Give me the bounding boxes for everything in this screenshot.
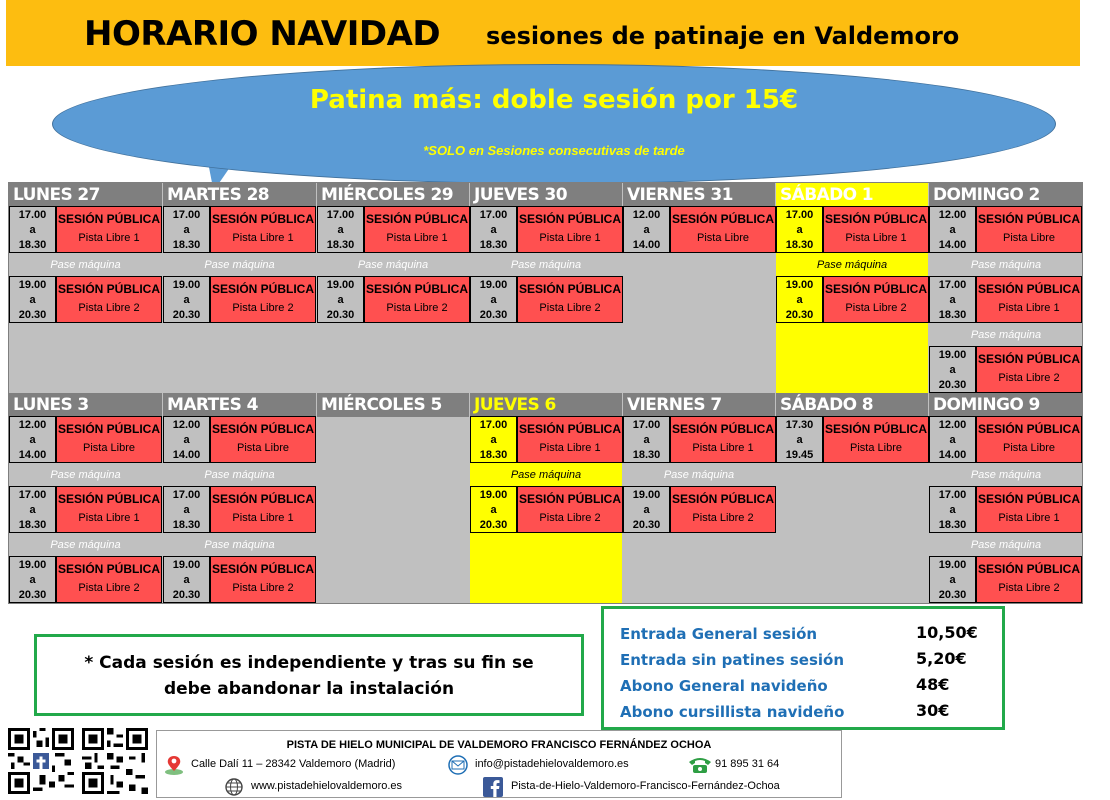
time-a: a <box>796 224 803 236</box>
day-header: LUNES 27 <box>9 183 162 207</box>
time-start: 17.00 <box>18 209 47 221</box>
time-a: a <box>183 434 190 446</box>
session-pista: Pista Libre 1 <box>386 232 448 244</box>
session-cell[interactable] <box>210 276 316 323</box>
session-pista: Pista Libre 2 <box>232 582 294 594</box>
time-start: 19.00 <box>632 489 661 501</box>
session-time <box>929 486 976 533</box>
session-time <box>163 276 210 323</box>
day-header: DOMINGO 2 <box>929 183 1083 207</box>
time-start: 17.00 <box>172 489 201 501</box>
time-a: a <box>490 294 497 306</box>
time-end: 14.00 <box>632 239 661 251</box>
session-title: SESIÓN PÚBLICA <box>977 492 1080 506</box>
time-a: a <box>796 294 803 306</box>
session-time <box>623 416 670 463</box>
qr-code-facebook-icon[interactable] <box>8 728 74 794</box>
session-cell[interactable] <box>56 206 162 253</box>
time-end: 20.30 <box>18 589 47 601</box>
day-header: VIERNES 31 <box>623 183 775 207</box>
session-time <box>317 276 364 323</box>
time-a: a <box>796 434 803 446</box>
time-start: 17.00 <box>479 419 508 431</box>
footer-web[interactable] <box>223 777 402 795</box>
day-header: LUNES 3 <box>9 393 162 417</box>
pase-maquina-label: Pase máquina <box>50 469 121 481</box>
session-title: SESIÓN PÚBLICA <box>977 212 1080 226</box>
time-a: a <box>183 224 190 236</box>
session-time <box>163 556 210 603</box>
session-time <box>929 416 976 463</box>
session-cell[interactable] <box>976 556 1082 603</box>
facebook-icon <box>483 777 505 795</box>
session-pista: Pista Libre 1 <box>845 232 907 244</box>
session-cell[interactable] <box>670 206 776 253</box>
session-pista: Pista Libre 2 <box>78 582 140 594</box>
price-row <box>620 699 1002 725</box>
session-pista: Pista Libre 2 <box>692 512 754 524</box>
time-end: 14.00 <box>18 449 47 461</box>
session-pista: Pista Libre 2 <box>539 302 601 314</box>
address-text: Calle Dalí 11 – 28342 Valdemoro (Madrid) <box>191 758 396 770</box>
day-header: JUEVES 30 <box>470 183 622 207</box>
time-a: a <box>29 574 36 586</box>
qr-code-web-icon[interactable] <box>82 728 148 794</box>
session-pista: Pista Libre <box>1003 442 1055 454</box>
time-a: a <box>490 224 497 236</box>
session-title: SESIÓN PÚBLICA <box>57 212 160 226</box>
phone-text[interactable]: 91 895 31 64 <box>715 758 780 770</box>
session-pista: Pista Libre <box>83 442 135 454</box>
session-time <box>929 206 976 253</box>
session-cell[interactable] <box>976 276 1082 323</box>
session-time <box>9 486 56 533</box>
session-time <box>470 486 517 533</box>
time-start: 19.00 <box>18 559 47 571</box>
time-start: 17.00 <box>632 419 661 431</box>
session-cell[interactable] <box>517 416 623 463</box>
time-end: 18.30 <box>18 239 47 251</box>
session-cell[interactable] <box>56 486 162 533</box>
time-end: 20.30 <box>172 589 201 601</box>
time-end: 20.30 <box>479 519 508 531</box>
pase-maquina-label: Pase máquina <box>776 254 928 276</box>
price-row <box>620 647 1002 673</box>
session-pista: Pista Libre 2 <box>232 302 294 314</box>
time-start: 12.00 <box>938 419 967 431</box>
session-pista: Pista Libre 2 <box>539 512 601 524</box>
session-title: SESIÓN PÚBLICA <box>824 422 927 436</box>
time-start: 19.00 <box>479 279 508 291</box>
notice-box <box>34 634 584 716</box>
time-start: 19.00 <box>479 489 508 501</box>
session-time <box>9 276 56 323</box>
session-title: SESIÓN PÚBLICA <box>518 492 621 506</box>
time-a: a <box>29 224 36 236</box>
session-cell[interactable] <box>517 206 623 253</box>
title-banner <box>6 0 1080 66</box>
time-end: 20.30 <box>479 309 508 321</box>
session-time <box>163 416 210 463</box>
session-pista: Pista Libre <box>697 232 749 244</box>
time-a: a <box>949 434 956 446</box>
session-time <box>163 486 210 533</box>
session-pista: Pista Libre 1 <box>232 512 294 524</box>
session-cell[interactable] <box>670 416 776 463</box>
session-cell[interactable] <box>210 416 316 463</box>
session-title: SESIÓN PÚBLICA <box>518 422 621 436</box>
pase-maquina-label: Pase máquina <box>470 464 622 486</box>
time-a: a <box>643 504 650 516</box>
pase-maquina-label: Pase máquina <box>970 329 1042 341</box>
time-a: a <box>337 224 344 236</box>
time-start: 19.00 <box>326 279 355 291</box>
time-a: a <box>183 294 190 306</box>
time-start: 17.00 <box>172 209 201 221</box>
time-start: 17.00 <box>326 209 355 221</box>
session-title: SESIÓN PÚBLICA <box>57 282 160 296</box>
time-start: 19.00 <box>172 559 201 571</box>
email-icon <box>447 755 469 773</box>
session-title: SESIÓN PÚBLICA <box>671 212 774 226</box>
footer-phone[interactable] <box>687 755 779 773</box>
time-a: a <box>183 574 190 586</box>
pase-maquina-label: Pase máquina <box>970 469 1042 481</box>
time-start: 19.00 <box>785 279 814 291</box>
time-a: a <box>949 224 956 236</box>
session-time <box>9 416 56 463</box>
promo-bubble <box>52 64 1056 184</box>
price-value: 5,20€ <box>916 649 967 668</box>
session-cell[interactable] <box>210 556 316 603</box>
session-pista: Pista Libre 1 <box>539 442 601 454</box>
price-row <box>620 673 1002 699</box>
session-title: SESIÓN PÚBLICA <box>671 492 774 506</box>
price-row <box>620 621 1002 647</box>
footer-facebook[interactable] <box>483 777 780 795</box>
session-time <box>929 276 976 323</box>
time-end: 18.30 <box>172 239 201 251</box>
session-title: SESIÓN PÚBLICA <box>518 212 621 226</box>
session-cell[interactable] <box>210 206 316 253</box>
promo-note: *SOLO en Sesiones consecutivas de tarde <box>423 143 685 158</box>
session-title: SESIÓN PÚBLICA <box>977 282 1080 296</box>
time-end: 20.30 <box>938 379 967 391</box>
session-title: SESIÓN PÚBLICA <box>365 212 468 226</box>
session-pista: Pista Libre <box>1003 232 1055 244</box>
notice-line-2: debe abandonar la instalación <box>163 679 455 699</box>
footer-contact <box>156 730 842 798</box>
time-end: 18.30 <box>632 449 661 461</box>
session-cell[interactable] <box>56 416 162 463</box>
pase-maquina-label: Pase máquina <box>970 539 1042 551</box>
day-header: MIÉRCOLES 5 <box>317 393 469 417</box>
session-cell[interactable] <box>976 486 1082 533</box>
session-title: SESIÓN PÚBLICA <box>57 492 160 506</box>
session-title: SESIÓN PÚBLICA <box>977 352 1080 366</box>
time-start: 12.00 <box>172 419 201 431</box>
day-header: MARTES 4 <box>163 393 316 417</box>
time-start: 17.00 <box>479 209 508 221</box>
day-header: SÁBADO 8 <box>776 393 928 417</box>
time-end: 18.30 <box>938 519 967 531</box>
time-start: 12.00 <box>18 419 47 431</box>
time-a: a <box>490 504 497 516</box>
session-title: SESIÓN PÚBLICA <box>824 212 927 226</box>
session-cell[interactable] <box>823 276 929 323</box>
day-header: JUEVES 6 <box>470 393 622 417</box>
time-start: 17.00 <box>938 489 967 501</box>
price-value: 30€ <box>916 701 950 720</box>
pase-maquina-label: Pase máquina <box>357 259 429 271</box>
time-start: 17.00 <box>938 279 967 291</box>
time-a: a <box>949 294 956 306</box>
session-time <box>776 416 823 463</box>
title-subtitle: sesiones de patinaje en Valdemoro <box>486 22 960 50</box>
time-a: a <box>490 434 497 446</box>
web-text[interactable]: www.pistadehielovaldemoro.es <box>251 780 403 792</box>
session-cell[interactable] <box>976 346 1082 393</box>
time-a: a <box>337 294 344 306</box>
session-time <box>317 206 364 253</box>
session-title: SESIÓN PÚBLICA <box>211 562 314 576</box>
session-time <box>623 486 670 533</box>
session-title: SESIÓN PÚBLICA <box>365 282 468 296</box>
session-title: SESIÓN PÚBLICA <box>57 422 160 436</box>
footer-title: PISTA DE HIELO MUNICIPAL DE VALDEMORO FRANCISCO FERNÁNDEZ OCHOA <box>286 739 712 751</box>
time-end: 14.00 <box>172 449 201 461</box>
session-pista: Pista Libre 2 <box>845 302 907 314</box>
price-value: 48€ <box>916 675 950 694</box>
session-title: SESIÓN PÚBLICA <box>211 282 314 296</box>
time-end: 18.30 <box>326 239 355 251</box>
session-time <box>470 276 517 323</box>
time-end: 20.30 <box>632 519 661 531</box>
time-start: 12.00 <box>938 209 967 221</box>
session-title: SESIÓN PÚBLICA <box>211 422 314 436</box>
session-time <box>929 556 976 603</box>
schedule-grid <box>8 182 1083 604</box>
email-text[interactable]: info@pistadehielovaldemoro.es <box>475 758 629 770</box>
session-time <box>9 556 56 603</box>
time-a: a <box>183 504 190 516</box>
time-a: a <box>643 434 650 446</box>
time-end: 20.30 <box>172 309 201 321</box>
time-end: 18.30 <box>479 239 508 251</box>
session-pista: Pista Libre 2 <box>386 302 448 314</box>
price-label: Abono General navideño <box>620 677 828 695</box>
pase-maquina-label: Pase máquina <box>204 539 275 551</box>
session-pista: Pista Libre <box>237 442 289 454</box>
time-end: 20.30 <box>326 309 355 321</box>
time-start: 17.30 <box>785 419 814 431</box>
price-label: Entrada General sesión <box>620 625 818 643</box>
day-header: VIERNES 7 <box>623 393 775 417</box>
time-start: 19.00 <box>938 349 967 361</box>
time-a: a <box>29 504 36 516</box>
session-pista: Pista Libre 1 <box>539 232 601 244</box>
session-time <box>9 206 56 253</box>
session-pista: Pista Libre 1 <box>232 232 294 244</box>
session-title: SESIÓN PÚBLICA <box>211 492 314 506</box>
time-end: 19.45 <box>785 449 814 461</box>
pase-maquina-label: Pase máquina <box>50 539 121 551</box>
session-cell[interactable] <box>976 416 1082 463</box>
session-time <box>470 416 517 463</box>
pase-maquina-label: Pase máquina <box>663 469 735 481</box>
time-end: 18.30 <box>172 519 201 531</box>
time-end: 20.30 <box>785 309 814 321</box>
time-start: 17.00 <box>785 209 814 221</box>
session-title: SESIÓN PÚBLICA <box>824 282 927 296</box>
globe-icon <box>223 777 245 795</box>
time-a: a <box>949 364 956 376</box>
time-start: 19.00 <box>172 279 201 291</box>
time-start: 17.00 <box>18 489 47 501</box>
session-pista: Pista Libre 1 <box>78 512 140 524</box>
session-time <box>623 206 670 253</box>
time-end: 14.00 <box>938 239 967 251</box>
session-pista: Pista Libre 2 <box>998 372 1060 384</box>
price-box <box>601 606 1005 730</box>
pase-maquina-label: Pase máquina <box>204 259 275 271</box>
pase-maquina-label: Pase máquina <box>970 259 1042 271</box>
session-pista: Pista Libre 2 <box>998 582 1060 594</box>
session-title: SESIÓN PÚBLICA <box>57 562 160 576</box>
time-end: 14.00 <box>938 449 967 461</box>
price-label: Entrada sin patines sesión <box>620 651 844 669</box>
time-a: a <box>29 294 36 306</box>
time-a: a <box>29 434 36 446</box>
time-end: 18.30 <box>479 449 508 461</box>
pase-maquina-label: Pase máquina <box>510 259 582 271</box>
session-pista: Pista Libre <box>850 442 902 454</box>
map-pin-icon <box>163 755 185 773</box>
session-pista: Pista Libre 1 <box>692 442 754 454</box>
time-start: 19.00 <box>18 279 47 291</box>
notice-line-1: * Cada sesión es independiente y tras su fin se <box>84 653 534 673</box>
time-start: 12.00 <box>632 209 661 221</box>
pase-maquina-label: Pase máquina <box>204 469 275 481</box>
day-header: DOMINGO 9 <box>929 393 1083 417</box>
session-time <box>470 206 517 253</box>
session-pista: Pista Libre 1 <box>998 512 1060 524</box>
title-main: HORARIO NAVIDAD <box>84 14 441 54</box>
session-time <box>776 206 823 253</box>
session-pista: Pista Libre 1 <box>78 232 140 244</box>
price-label: Abono cursillista navideño <box>620 703 845 721</box>
session-title: SESIÓN PÚBLICA <box>518 282 621 296</box>
time-a: a <box>949 574 956 586</box>
time-start: 19.00 <box>938 559 967 571</box>
promo-text: Patina más: doble sesión por 15€ <box>309 85 799 115</box>
time-end: 18.30 <box>18 519 47 531</box>
session-pista: Pista Libre 1 <box>998 302 1060 314</box>
time-a: a <box>949 504 956 516</box>
footer-address <box>163 755 395 773</box>
session-time <box>929 346 976 393</box>
time-end: 18.30 <box>785 239 814 251</box>
session-cell[interactable] <box>364 206 470 253</box>
session-cell[interactable] <box>56 556 162 603</box>
time-end: 20.30 <box>18 309 47 321</box>
time-end: 20.30 <box>938 589 967 601</box>
session-title: SESIÓN PÚBLICA <box>211 212 314 226</box>
session-cell[interactable] <box>823 206 929 253</box>
session-cell[interactable] <box>210 486 316 533</box>
session-cell[interactable] <box>56 276 162 323</box>
time-end: 18.30 <box>938 309 967 321</box>
session-title: SESIÓN PÚBLICA <box>977 562 1080 576</box>
session-time <box>163 206 210 253</box>
session-cell[interactable] <box>670 486 776 533</box>
price-value: 10,50€ <box>916 623 978 642</box>
session-cell[interactable] <box>823 416 929 463</box>
day-header: MIÉRCOLES 29 <box>317 183 469 207</box>
session-time <box>776 276 823 323</box>
session-title: SESIÓN PÚBLICA <box>977 422 1080 436</box>
day-header: SÁBADO 1 <box>776 183 928 207</box>
footer-email[interactable] <box>447 755 629 773</box>
day-header: MARTES 28 <box>163 183 316 207</box>
session-title: SESIÓN PÚBLICA <box>671 422 774 436</box>
facebook-text[interactable]: Pista-de-Hielo-Valdemoro-Francisco-Fernández-Ochoa <box>511 780 780 792</box>
session-cell[interactable] <box>364 276 470 323</box>
session-cell[interactable] <box>517 276 623 323</box>
pase-maquina-label: Pase máquina <box>50 259 121 271</box>
time-a: a <box>643 224 650 236</box>
session-cell[interactable] <box>517 486 623 533</box>
session-pista: Pista Libre 2 <box>78 302 140 314</box>
session-cell[interactable] <box>976 206 1082 253</box>
phone-icon <box>687 755 709 773</box>
